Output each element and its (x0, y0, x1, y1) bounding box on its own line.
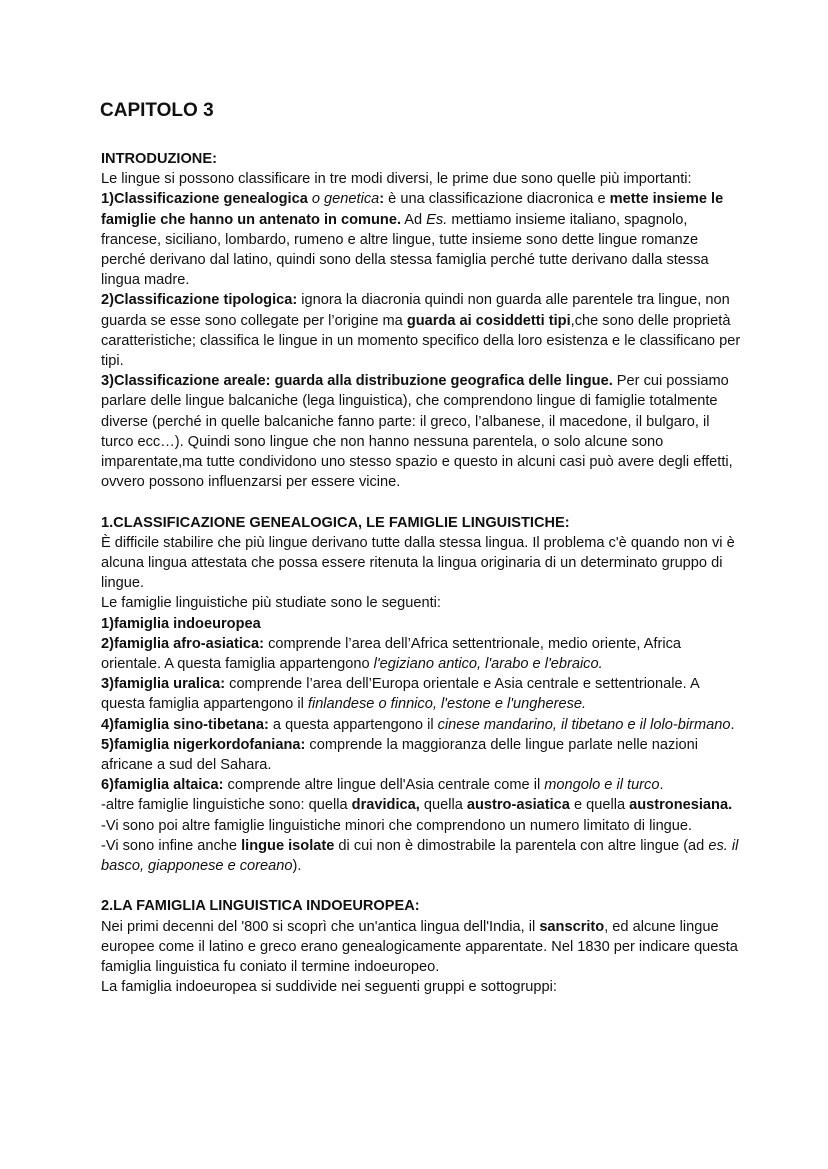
section-2-heading: 2.LA FAMIGLIA LINGUISTICA INDOEUROPEA: (101, 898, 420, 915)
document-body (101, 149, 741, 998)
intro-lead: Le lingue si possono classificare in tre modi diversi, le prime due sono quelle più importanti: (101, 171, 692, 188)
intro-paragraph-1: 1)Classificazione genealogica o genetica: è una classificazione diacronica e mette insieme le famiglie che hanno un antenato in comune. Ad Es. mettiamo insieme italiano, spagnolo, francese, siciliano, lombardo, rumeno e altre lingue, tutte insieme sono dette lingue romanze perché derivano dal latino, quindi sono della stessa famiglia perché tutte derivano dalla stessa lingua madre. (101, 191, 724, 289)
isolated-languages: -Vi sono infine anche lingue isolate di cui non è dimostrabile la parentela con altre lingue (ad es. il basco, giapponese e coreano). (101, 837, 739, 875)
section-1-paragraph-2: Le famiglie linguistiche più studiate sono le seguenti: (101, 595, 441, 612)
section-1-paragraph-1: È difficile stabilire che più lingue derivano tutte dalla stessa lingua. Il problema c'è quando non vi è alcuna lingua attestata che possa essere ritenuta la lingua originaria di un determinato gruppo di lingue. (101, 534, 735, 592)
family-item-6: 6)famiglia altaica: comprende altre lingue dell'Asia centrale come il mongolo e il turco. (101, 777, 664, 794)
section-1-heading: 1.CLASSIFICAZIONE GENEALOGICA, LE FAMIGLIE LINGUISTICHE: (101, 514, 570, 531)
section-2-paragraph-1: Nei primi decenni del '800 si scoprì che un'antica lingua dell'India, il sanscrito, ed alcune lingue europee come il latino e greco erano genealogicamente apparentate. Nel 1830 per indicare questa famiglia linguistica fu coniato il termine indoeuropeo. (101, 918, 738, 976)
intro-heading: INTRODUZIONE: (101, 151, 217, 167)
intro-paragraph-3: 3)Classificazione areale: guarda alla distribuzione geografica delle lingue. Per cui possiamo parlare delle lingue balcaniche (lega linguistica), che comprendono lingue di famiglie totalmente diverse (perché in quelle balcaniche fanno parte: il greco, l’albanese, il macedone, il bulgaro, il turco ecc…). Quindi sono lingue che non hanno nessuna parentela, o solo alcune sono imparentate,ma tutte condividono uno stesso spazio e questo in alcuni casi può avere degli effetti, ovvero possono influenzarsi per essere vicine. (101, 373, 733, 491)
family-item-3: 3)famiglia uralica: comprende l’area dell’Europa orientale e Asia centrale e settentrionale. A questa famiglia appartengono il finlandese o finnico, l'estone e l'ungherese. (101, 676, 699, 713)
minor-families: -Vi sono poi altre famiglie linguistiche minori che comprendono un numero limitato di lingue. (101, 817, 693, 834)
family-item-4: 4)famiglia sino-tibetana: a questa appartengono il cinese mandarino, il tibetano e il lolo-birmano. (101, 716, 735, 733)
intro-paragraph-2: 2)Classificazione tipologica: ignora la diacronia quindi non guarda alle parentele tra lingue, non guarda se esse sono collegate per l’origine ma guarda ai cosiddetti tipi,che sono delle proprietà caratteristiche; classifica le lingue in un momento specifico della loro esistenza e le classificano per tipi. (101, 292, 741, 370)
family-item-1: 1)famiglia indoeuropea (101, 615, 261, 632)
section-2-paragraph-2: La famiglia indoeuropea si suddivide nei seguenti gruppi e sottogruppi: (101, 979, 557, 996)
chapter-title: CAPITOLO 3 (100, 100, 214, 121)
family-item-5: 5)famiglia nigerkordofaniana: comprende la maggioranza delle lingue parlate nelle nazioni africane a sud del Sahara. (101, 736, 699, 774)
other-families: -altre famiglie linguistiche sono: quella dravidica, quella austro-asiatica e quella austronesiana. (101, 797, 733, 814)
family-item-2: 2)famiglia afro-asiatica: comprende l’area dell’Africa settentrionale, medio oriente, Africa orientale. A questa famiglia appartengono l'egiziano antico, l'arabo e l'ebraico. (101, 635, 681, 673)
